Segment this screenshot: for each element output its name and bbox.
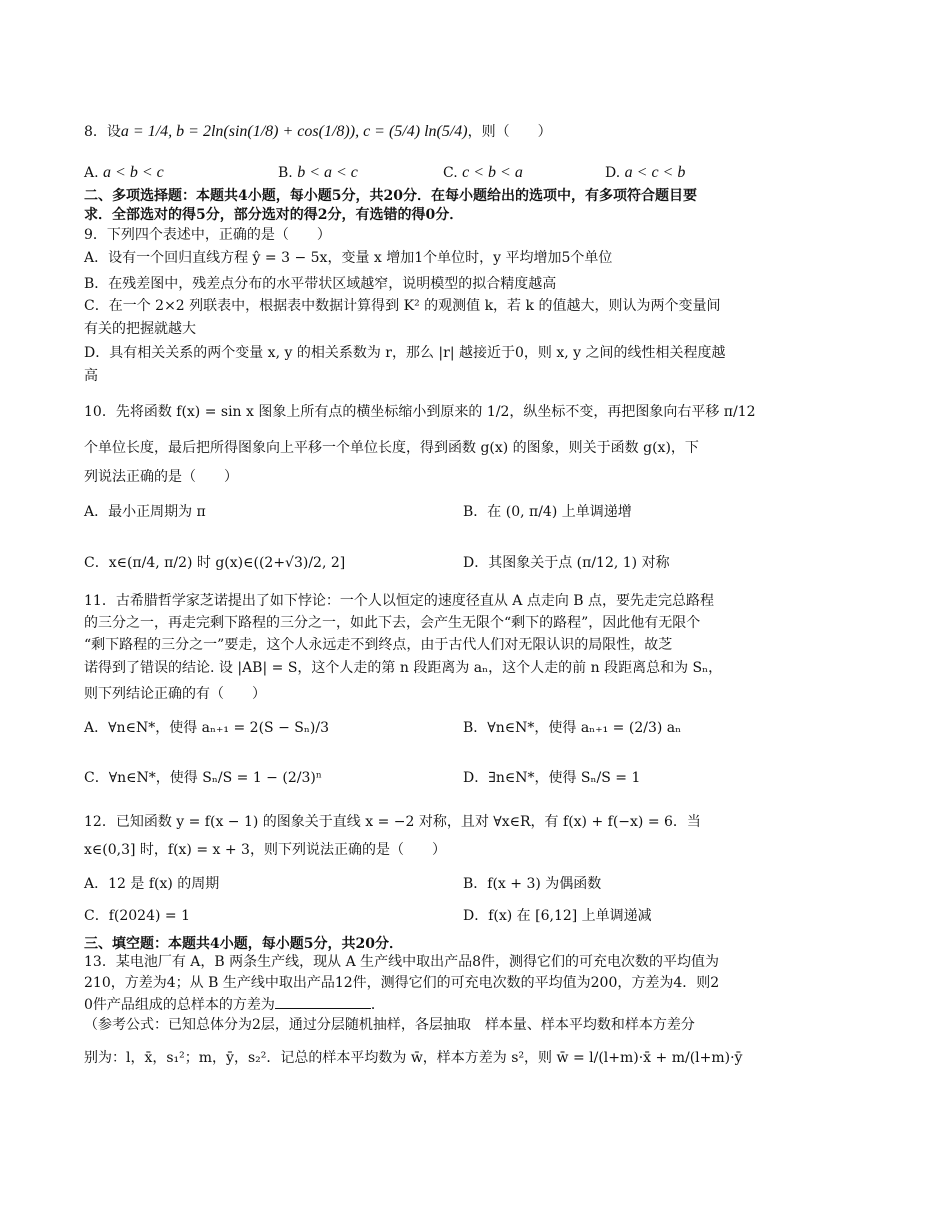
q11-option-d: D．∃n∈N*，使得 Sₙ/S = 1	[463, 770, 641, 786]
q12-stem-line1: 12．已知函数 y = f(x − 1) 的图象关于直线 x = −2 对称，且对 ∀x∈R，有 f(x) + f(−x) = 6．当	[84, 814, 701, 830]
q8-option-c-math: c < b < a	[462, 164, 523, 181]
q13-stem-line1: 13．某电池厂有 A，B 两条生产线，现从 A 生产线中取出产品8件，测得它们的可充电次数的平均值为	[84, 954, 720, 970]
answer-blank[interactable]	[275, 994, 371, 1009]
q8-option-c-label: C.	[443, 165, 458, 181]
section3-heading: 三、填空题：本题共4小题，每小题5分，共20分．	[84, 936, 403, 952]
q13-line3-period: ．	[370, 997, 385, 1013]
q10-option-b: B．在 (0, π/4) 上单调递增	[463, 504, 632, 520]
q11-stem-line1: 11．古希腊哲学家芝诺提出了如下悖论：一个人以恒定的速度径直从 A 点走向 B 点，要先走完总路程	[84, 593, 715, 609]
section2-heading-line1: 二、多项选择题：本题共4小题，每小题5分，共20分．在每小题给出的选项中，有多项符合题目要	[84, 188, 697, 204]
q10-stem-line2: 个单位长度，最后把所得图象向上平移一个单位长度，得到函数 g(x) 的图象，则关于函数 g(x)，下	[84, 440, 699, 456]
q12-option-d: D．f(x) 在 [6,12] 上单调递减	[463, 908, 652, 924]
q8-option-d-math: a < c < b	[624, 164, 686, 181]
q8-option-b-math: b < a < c	[297, 164, 358, 181]
q10-option-d: D．其图象关于点 (π/12, 1) 对称	[463, 555, 670, 571]
q12-option-b: B．f(x + 3) 为偶函数	[463, 876, 602, 892]
q11-stem-line3: “剩下路程的三分之一”要走，这个人永远走不到终点，由于古代人们对无限认识的局限性，故芝	[84, 637, 673, 653]
q12-stem-line2: x∈(0,3] 时，f(x) = x + 3，则下列说法正确的是（ ）	[84, 842, 446, 858]
q8-option-d	[605, 163, 685, 183]
q8-option-b-label: B.	[278, 165, 293, 181]
q8-option-c	[443, 163, 523, 183]
q13-formula-line1: （参考公式：已知总体分为2层，通过分层随机抽样，各层抽取 样本量、样本平均数和样本方差分	[84, 1017, 695, 1033]
q8-option-a-label: A.	[84, 165, 99, 181]
q11-option-b: B．∀n∈N*，使得 aₙ₊₁ = (2/3) aₙ	[463, 720, 682, 736]
q11-stem-line5: 则下列结论正确的有（ ）	[84, 686, 266, 702]
q10-stem-line3: 列说法正确的是（ ）	[84, 469, 238, 485]
q8-option-b	[278, 163, 358, 183]
q8-stem	[84, 122, 552, 142]
q13-line3-text: 0件产品组成的总样本的方差为	[84, 997, 275, 1013]
q9-stem: 9．下列四个表述中，正确的是（ ）	[84, 227, 331, 243]
q9-option-d-line1: D．具有相关关系的两个变量 x, y 的相关系数为 r，那么 |r| 越接近于0，则 x, y 之间的线性相关程度越	[84, 345, 726, 361]
q8-prefix: 8．设	[84, 124, 121, 140]
q11-stem-line4: 诺得到了错误的结论. 设 |AB| = S，这个人走的第 n 段距离为 aₙ，这个人走的前 n 段距离总和为 Sₙ，	[84, 660, 723, 676]
q11-option-a: A．∀n∈N*，使得 aₙ₊₁ = 2(S − Sₙ)/3	[84, 720, 329, 736]
q8-option-a	[84, 163, 164, 183]
q13-stem-line3	[84, 994, 385, 1015]
section2-heading-line2: 求．全部选对的得5分，部分选对的得2分，有选错的得0分．	[84, 207, 464, 223]
q9-option-a: A．设有一个回归直线方程 ŷ = 3 − 5x，变量 x 增加1个单位时，y 平均增加5个单位	[84, 250, 613, 266]
q12-option-a: A．12 是 f(x) 的周期	[84, 876, 220, 892]
q12-option-c: C．f(2024) = 1	[84, 908, 190, 924]
q9-option-c-line2: 有关的把握就越大	[84, 321, 196, 337]
q9-option-d-line2: 高	[84, 368, 98, 384]
q8-option-d-label: D.	[605, 165, 621, 181]
q8-suffix: ，则（ ）	[467, 124, 552, 140]
q10-option-a: A．最小正周期为 π	[84, 504, 206, 520]
q10-stem-line1: 10．先将函数 f(x) = sin x 图象上所有点的横坐标缩小到原来的 1/2，纵坐标不变，再把图象向右平移 π/12	[84, 404, 756, 420]
q10-option-c: C．x∈(π/4, π/2) 时 g(x)∈((2+√3)/2, 2]	[84, 555, 346, 571]
q8-math: a = 1/4, b = 2ln(sin(1/8) + cos(1/8)), c = (5/4) ln(5/4)	[120, 123, 468, 140]
q8-option-a-math: a < b < c	[103, 164, 164, 181]
q11-stem-line2: 的三分之一，再走完剩下路程的三分之一，如此下去，会产生无限个“剩下的路程”，因此他有无限个	[84, 615, 701, 631]
q9-option-c-line1: C．在一个 2×2 列联表中，根据表中数据计算得到 K² 的观测值 k，若 k 的值越大，则认为两个变量间	[84, 298, 721, 314]
q11-option-c: C．∀n∈N*，使得 Sₙ/S = 1 − (2/3)ⁿ	[84, 770, 322, 786]
q9-option-b: B．在残差图中，残差点分布的水平带状区域越窄，说明模型的拟合精度越高	[84, 276, 557, 292]
q13-formula-line2: 别为：l，x̄，s₁²；m，ȳ，s₂²．记总的样本平均数为 w̄，样本方差为 s²，则 w̄ = l/(l+m)·x̄ + m/(l+m)·ȳ	[84, 1050, 743, 1066]
q13-stem-line2: 210，方差为4；从 B 生产线中取出产品12件，测得它们的可充电次数的平均值为200，方差为4．则2	[84, 975, 720, 991]
